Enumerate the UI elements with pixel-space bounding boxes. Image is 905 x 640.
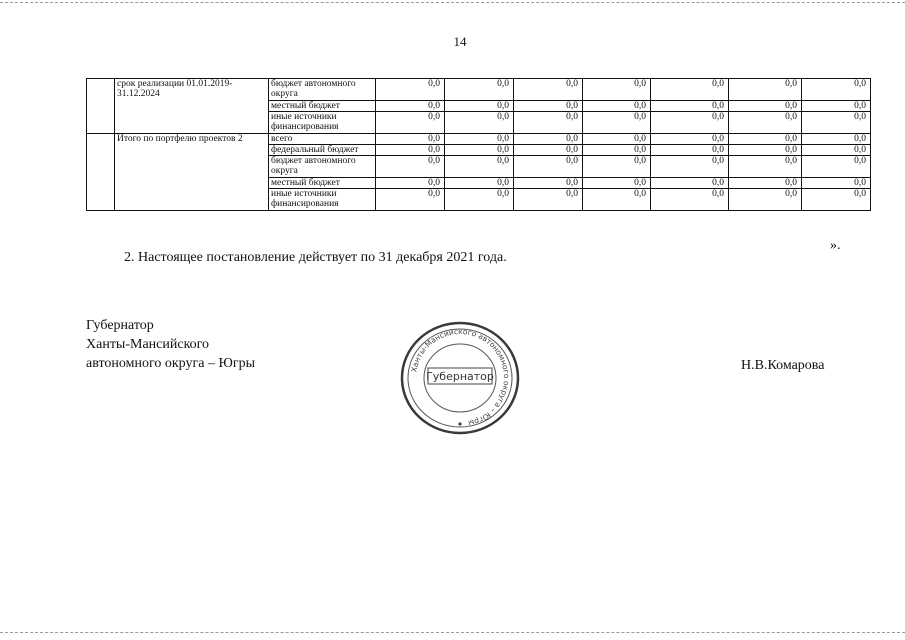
value-cell: 0,0	[651, 112, 729, 134]
value-cell: 0,0	[514, 156, 583, 178]
seal-center-text: Губернатор	[426, 370, 494, 383]
funding-source-cell: иные источники финансирования	[269, 112, 376, 134]
value-cell: 0,0	[651, 134, 729, 145]
value-cell: 0,0	[583, 79, 651, 101]
value-cell: 0,0	[376, 145, 445, 156]
value-cell: 0,0	[445, 112, 514, 134]
value-cell: 0,0	[729, 145, 802, 156]
seal-star	[458, 422, 461, 425]
funding-source-cell: всего	[269, 134, 376, 145]
row-group-label: срок реализации 01.01.2019-31.12.2024	[115, 79, 269, 134]
value-cell: 0,0	[583, 156, 651, 178]
value-cell: 0,0	[802, 79, 871, 101]
value-cell: 0,0	[651, 189, 729, 211]
value-cell: 0,0	[376, 79, 445, 101]
page-number: 14	[453, 34, 467, 49]
funding-source-cell: бюджет автономного округа	[269, 79, 376, 101]
seal-ring-text: Ханты-Мансийского автономного округа – Югры	[409, 326, 512, 429]
clause-2: 2. Настоящее постановление действует по 31 декабря 2021 года.	[124, 250, 507, 265]
value-cell: 0,0	[445, 101, 514, 112]
value-cell: 0,0	[514, 145, 583, 156]
value-cell: 0,0	[729, 189, 802, 211]
row-index-cell	[87, 79, 115, 134]
funding-source-cell: местный бюджет	[269, 178, 376, 189]
scan-edge-bottom	[0, 632, 905, 633]
value-cell: 0,0	[445, 178, 514, 189]
table-row	[87, 134, 871, 145]
signer-name: Н.В.Комарова	[741, 358, 825, 373]
value-cell: 0,0	[445, 145, 514, 156]
value-cell: 0,0	[514, 101, 583, 112]
funding-source-cell: федеральный бюджет	[269, 145, 376, 156]
value-cell: 0,0	[583, 101, 651, 112]
value-cell: 0,0	[729, 178, 802, 189]
budget-table	[86, 78, 871, 211]
value-cell: 0,0	[802, 101, 871, 112]
scan-edge-top	[0, 2, 905, 3]
value-cell: 0,0	[651, 79, 729, 101]
value-cell: 0,0	[514, 112, 583, 134]
value-cell: 0,0	[583, 189, 651, 211]
value-cell: 0,0	[729, 156, 802, 178]
value-cell: 0,0	[376, 189, 445, 211]
value-cell: 0,0	[445, 156, 514, 178]
value-cell: 0,0	[802, 134, 871, 145]
value-cell: 0,0	[802, 145, 871, 156]
value-cell: 0,0	[445, 189, 514, 211]
value-cell: 0,0	[729, 134, 802, 145]
value-cell: 0,0	[376, 112, 445, 134]
value-cell: 0,0	[445, 79, 514, 101]
value-cell: 0,0	[583, 178, 651, 189]
signatory-title-line-1: Губернатор	[86, 318, 154, 333]
value-cell: 0,0	[376, 134, 445, 145]
value-cell: 0,0	[729, 79, 802, 101]
table-body	[87, 79, 871, 211]
value-cell: 0,0	[802, 112, 871, 134]
table-row	[87, 79, 871, 101]
value-cell: 0,0	[376, 178, 445, 189]
value-cell: 0,0	[583, 134, 651, 145]
value-cell: 0,0	[514, 189, 583, 211]
value-cell: 0,0	[802, 189, 871, 211]
value-cell: 0,0	[651, 178, 729, 189]
official-seal	[398, 318, 522, 436]
signatory-title-line-3: автономного округа – Югры	[86, 356, 255, 371]
signatory-title	[86, 316, 255, 373]
value-cell: 0,0	[651, 156, 729, 178]
value-cell: 0,0	[514, 79, 583, 101]
value-cell: 0,0	[376, 156, 445, 178]
value-cell: 0,0	[583, 112, 651, 134]
funding-source-cell: местный бюджет	[269, 101, 376, 112]
value-cell: 0,0	[583, 145, 651, 156]
row-index-cell	[87, 134, 115, 211]
row-group-label: Итого по портфелю проектов 2	[115, 134, 269, 211]
closing-quote: ».	[830, 238, 841, 253]
value-cell: 0,0	[514, 134, 583, 145]
value-cell: 0,0	[729, 112, 802, 134]
funding-source-cell: иные источники финансирования	[269, 189, 376, 211]
signatory-title-line-2: Ханты-Мансийского	[86, 337, 210, 352]
value-cell: 0,0	[802, 178, 871, 189]
funding-source-cell: бюджет автономного округа	[269, 156, 376, 178]
value-cell: 0,0	[729, 101, 802, 112]
value-cell: 0,0	[376, 101, 445, 112]
value-cell: 0,0	[514, 178, 583, 189]
value-cell: 0,0	[651, 101, 729, 112]
value-cell: 0,0	[802, 156, 871, 178]
value-cell: 0,0	[445, 134, 514, 145]
value-cell: 0,0	[651, 145, 729, 156]
